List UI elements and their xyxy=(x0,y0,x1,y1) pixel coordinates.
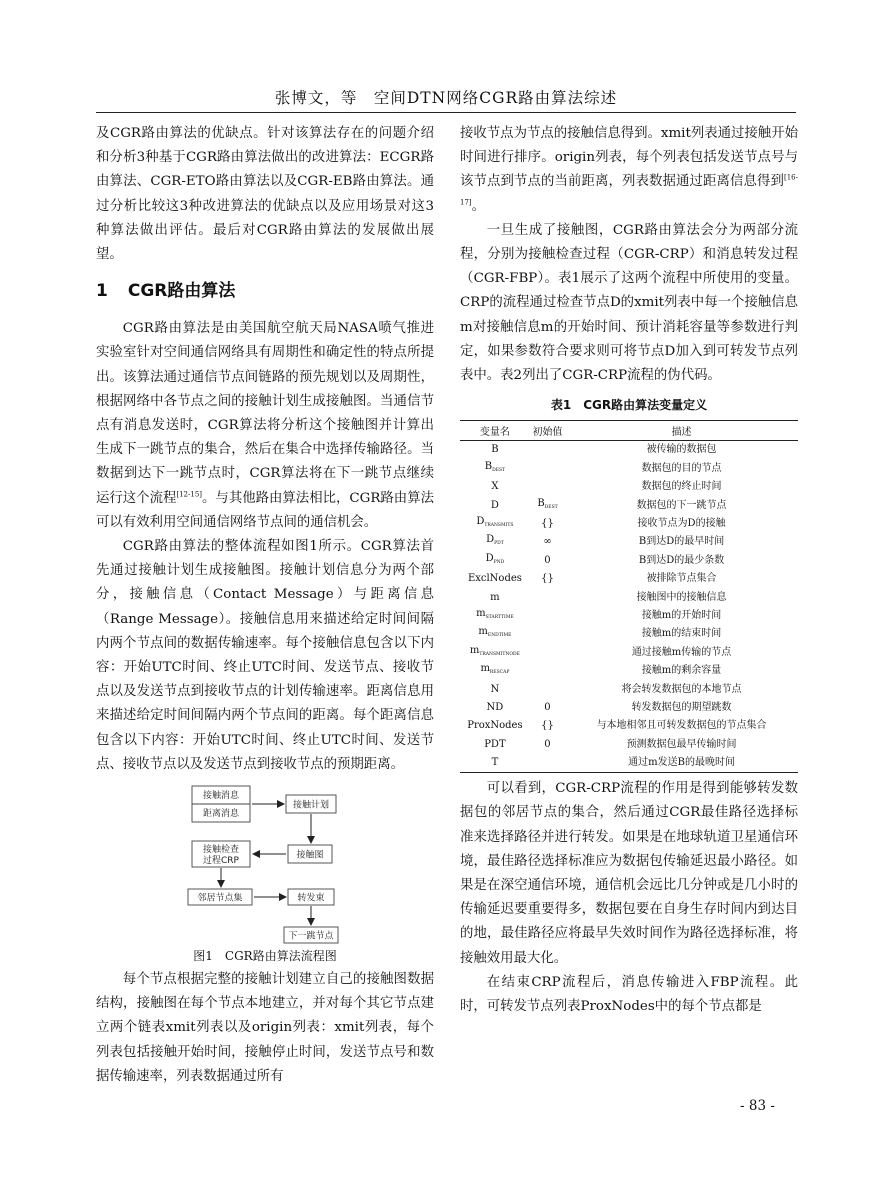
cell-variable-name xyxy=(460,533,530,551)
cell-description: B到达D的最早时间 xyxy=(638,536,725,548)
paragraph-xmit-list-text: 接收节点为节点的接触信息得到。xmit列表通过接触开始时间进行排序。origin列表，每个列表包括发送节点号与该节点到节点的当前距离，列表数据通过距离信息得到 xyxy=(460,126,798,190)
table-row xyxy=(460,478,798,496)
table-row xyxy=(460,735,798,753)
intro-paragraph: 及CGR路由算法的优缺点。针对该算法存在的问题介绍和分析3种基于CGR路由算法做出的改进算法：ECGR路由算法、CGR-ETO路由算法以及CGR-EB路由算法。通过分析比较这3种改进算法的优缺点以及应用场景对这3种算法做出评估。最后对CGR路由算法的发展做出展望。 xyxy=(96,126,434,263)
cell-initial-value xyxy=(530,625,565,643)
page-number: - 83 - xyxy=(740,1098,775,1114)
table-caption: 表1 CGR路由算法变量定义 xyxy=(550,398,708,413)
table-header-initial: 初始值 xyxy=(532,427,563,439)
cell-initial-value xyxy=(530,680,565,698)
paragraph-crp-fbp: 一旦生成了接触图，CGR路由算法会分为两部分流程，分别为接触检查过程（CGR-CRP）和消息转发过程（CGR-FBP）。表1展示了这两个流程中所使用的变量。CRP的流程通过检查节点D的xmit列表中每一个接触信息m对接触信息m的开始时间、预计消耗容量等参数进行判定，如果参数符合要求则可将节点D加入到可转发节点列表中。表2列出了CGR-CRP流程的伪代码。 xyxy=(460,222,798,384)
variable-subscript: STARTTIME xyxy=(485,614,514,620)
initial-value: 0 xyxy=(544,738,551,750)
table-row xyxy=(460,441,798,460)
cell-description: 与本地相邻且可转发数据包的节点集合 xyxy=(596,720,767,732)
paragraph-crp-result: 可以看到，CGR-CRP流程的作用是得到能够转发数据包的邻居节点的集合，然后通过CGR最佳路径选择标准来选择路径并进行转发。如果是在地球轨道卫星通信环境，最佳路径选择标准应为数据包传输延迟最小路径。如果是在深空通信环境，通信机会远比几分钟或是几小时的传输延迟要重要得多，数据包要在自身生存时间内到达目的地，最佳路径应将最早失效时间作为路径选择标准，将接触效用最大化。 xyxy=(460,781,798,966)
variable-subscript: TRANSMITNODE xyxy=(479,651,520,657)
cell-initial-value xyxy=(530,552,565,570)
initial-value: 0 xyxy=(544,554,551,566)
cell-description: 数据包的下一跳节点 xyxy=(636,499,727,511)
cell-description: 转发数据包的期望跳数 xyxy=(631,701,732,713)
cell-description: 被排除节点集合 xyxy=(646,573,717,585)
variable-symbol: D xyxy=(486,534,495,546)
box-contact-plan-label: 接触计划 xyxy=(292,800,330,811)
cell-variable-name xyxy=(460,699,530,717)
box-forward-bundle-label: 转发束 xyxy=(297,893,325,904)
paragraph-fbp: 在结束CRP流程后，消息传输进入FBP流程。此时，可转发节点列表ProxNodes中的每个节点都是 xyxy=(460,974,798,1015)
table-row xyxy=(460,717,798,735)
paragraph-cgr-intro-text: CGR路由算法是由美国航空航天局NASA喷气推进实验室针对空间通信网络具有周期性和确定性的特点所提出。该算法通过通信节点间链路的预先规划以及周期性，根据网络中各节点之间的接触计划生成接触图。当通信节点有消息发送时，CGR算法将分析这个接触图并计算出生成下一跳节点的集合，然后在集合中选择传输路径。当数据到达下一跳节点时，CGR算法将在下一跳节点继续运行这个流程 xyxy=(96,321,434,506)
figure-1-flowchart xyxy=(96,783,434,968)
cell-initial-value xyxy=(530,717,565,735)
table-row xyxy=(460,552,798,570)
variables-table xyxy=(460,420,798,773)
cell-description: B到达D的最少条数 xyxy=(638,554,725,566)
citation: [12-15] xyxy=(176,490,203,499)
running-header: 张博文，等 空间DTN网络CGR路由算法综述 xyxy=(274,89,618,107)
cell-variable-name xyxy=(460,570,530,588)
table-row xyxy=(460,496,798,514)
section-heading xyxy=(96,277,434,305)
variable-symbol: B xyxy=(491,444,499,456)
citation: [16-17] xyxy=(460,173,798,207)
variable-symbol: D xyxy=(476,515,485,527)
table-row xyxy=(460,460,798,478)
table-row xyxy=(460,625,798,643)
variable-symbol: N xyxy=(490,683,500,695)
cell-initial-value xyxy=(530,570,565,588)
cell-initial-value xyxy=(530,441,565,460)
flowchart-svg xyxy=(96,783,434,968)
cell-variable-name xyxy=(460,662,530,680)
initial-value: {} xyxy=(541,517,554,529)
variable-subscript: RESCAP xyxy=(489,670,510,676)
cell-initial-value xyxy=(530,533,565,551)
section-number: 1 xyxy=(96,281,108,302)
right-column xyxy=(460,122,798,1019)
variable-subscript: PDT xyxy=(494,541,504,547)
cell-variable-name xyxy=(460,441,530,460)
section-title: CGR路由算法 xyxy=(127,281,236,302)
cell-initial-value xyxy=(530,735,565,753)
variable-symbol: ND xyxy=(486,701,504,713)
table-header-name: 变量名 xyxy=(479,427,510,439)
cell-description: 数据包的终止时间 xyxy=(641,481,722,493)
initial-value: B xyxy=(537,497,545,509)
cell-description: 接收节点为D的接触 xyxy=(637,517,726,529)
variable-symbol: PDT xyxy=(484,738,506,750)
variable-subscript: PND xyxy=(493,559,505,565)
table-row xyxy=(460,588,798,606)
cell-variable-name xyxy=(460,552,530,570)
cell-initial-value xyxy=(530,754,565,773)
table-row xyxy=(460,662,798,680)
cell-initial-value xyxy=(530,699,565,717)
table-body xyxy=(460,441,798,773)
cell-description: 将会转发数据包的本地节点 xyxy=(621,683,742,695)
table-row xyxy=(460,515,798,533)
cell-variable-name xyxy=(460,644,530,662)
table-row xyxy=(460,607,798,625)
variable-symbol: X xyxy=(491,481,499,493)
cell-initial-value xyxy=(530,644,565,662)
initial-value: {} xyxy=(541,573,554,585)
variable-symbol: D xyxy=(485,552,494,564)
initial-value-subscript: DEST xyxy=(544,504,558,510)
variable-symbol: ExclNodes xyxy=(467,573,522,585)
cell-description: 被传输的数据包 xyxy=(646,444,717,456)
cell-description: 通过m发送B的最晚时间 xyxy=(628,757,735,769)
table-row xyxy=(460,533,798,551)
cell-description: 通过接触m传输的节点 xyxy=(631,646,732,658)
cell-variable-name xyxy=(460,515,530,533)
initial-value: {} xyxy=(541,720,554,732)
cell-variable-name xyxy=(460,625,530,643)
variable-symbol: T xyxy=(491,757,499,769)
cell-variable-name xyxy=(460,496,530,514)
paragraph-flow-overview: CGR路由算法的整体流程如图1所示。CGR算法首先通过接触计划生成接触图。接触计划信息分为两个部分，接触信息（Contact Message）与距离信息（Range Message）。接触信息用来描述给定时间间隔内两个节点间的数据传输速率。每个接触信息包含以下内容：开始UTC时间、终止UTC时间、发送节点、接收节点以及发送节点到接收节点的计划传输速率。距离信息用来描述给定时间间隔内两个节点间的距离。每个距离信息包含以下内容：开始UTC时间、终止UTC时间、发送节点、接收节点以及发送节点到接收节点的预期距离。 xyxy=(96,539,434,772)
cell-description: 预测数据包最早传输时间 xyxy=(626,738,737,750)
variable-symbol: m xyxy=(478,626,488,638)
variable-symbol: m xyxy=(480,663,490,675)
variable-subscript: DEST xyxy=(492,467,506,473)
cell-description: 接触m的剩余容量 xyxy=(641,665,722,677)
box-next-hop-label: 下一跳节点 xyxy=(288,931,334,942)
table-header-row xyxy=(460,421,798,441)
table-row xyxy=(460,754,798,773)
cell-variable-name xyxy=(460,754,530,773)
cell-initial-value xyxy=(530,496,565,514)
box-neighbor-set-label: 邻居节点集 xyxy=(197,893,243,904)
cell-variable-name xyxy=(460,680,530,698)
cell-description: 数据包的目的节点 xyxy=(641,462,722,474)
initial-value: 0 xyxy=(544,701,551,713)
cell-description: 接触图中的接触信息 xyxy=(636,591,727,603)
table-row xyxy=(460,680,798,698)
initial-value: ∞ xyxy=(543,536,552,548)
paragraph-cgr-intro-tail: 。与其他路由算法相比，CGR路由算法可以有效利用空间通信网络节点间的通信机会。 xyxy=(96,490,434,530)
variable-subscript: TRANSMITS xyxy=(484,522,514,528)
cell-initial-value xyxy=(530,588,565,606)
table-header-description: 描述 xyxy=(671,427,692,439)
table-row xyxy=(460,644,798,662)
table-row xyxy=(460,699,798,717)
variable-symbol: m xyxy=(476,607,486,619)
cell-description: 接触m的结束时间 xyxy=(641,628,722,640)
box-contact-message: 接触消息 xyxy=(202,791,240,802)
cell-initial-value xyxy=(530,515,565,533)
cell-variable-name xyxy=(460,588,530,606)
box-contact-check-line1: 接触检查 xyxy=(202,845,240,856)
header-rule xyxy=(96,112,796,113)
cell-initial-value xyxy=(530,460,565,478)
paragraph-contact-graph: 每个节点根据完整的接触计划建立自己的接触图数据结构，接触图在每个节点本地建立，并对每个其它节点建立两个链表xmit列表以及origin列表：xmit列表，每个列表包括接触开始时间，接触停止时间，发送节点号和数据传输速率，列表数据通过所有 xyxy=(96,972,434,1084)
cell-initial-value xyxy=(530,662,565,680)
variable-symbol: m xyxy=(469,644,480,656)
figure-caption: 图1 CGR路由算法流程图 xyxy=(193,949,337,964)
left-column xyxy=(96,122,434,1089)
box-contact-check-line2: 过程CRP xyxy=(203,856,239,867)
cell-initial-value xyxy=(530,478,565,496)
variable-symbol: D xyxy=(490,499,499,511)
table-row xyxy=(460,570,798,588)
variable-symbol: ProxNodes xyxy=(467,720,523,732)
cell-initial-value xyxy=(530,607,565,625)
cell-variable-name xyxy=(460,607,530,625)
cell-variable-name xyxy=(460,478,530,496)
paragraph-xmit-list-tail: 。 xyxy=(471,198,486,214)
paragraph-xmit-list xyxy=(460,122,798,219)
variable-symbol: m xyxy=(490,591,500,603)
box-contact-graph-label: 接触图 xyxy=(296,850,324,861)
box-range-message: 距离消息 xyxy=(202,809,240,820)
cell-variable-name xyxy=(460,460,530,478)
cell-variable-name xyxy=(460,735,530,753)
cell-variable-name xyxy=(460,717,530,735)
paragraph-cgr-intro xyxy=(96,317,434,535)
variable-subscript: ENDTIME xyxy=(487,633,512,639)
cell-description: 接触m的开始时间 xyxy=(641,609,722,621)
variable-symbol: B xyxy=(484,460,493,472)
